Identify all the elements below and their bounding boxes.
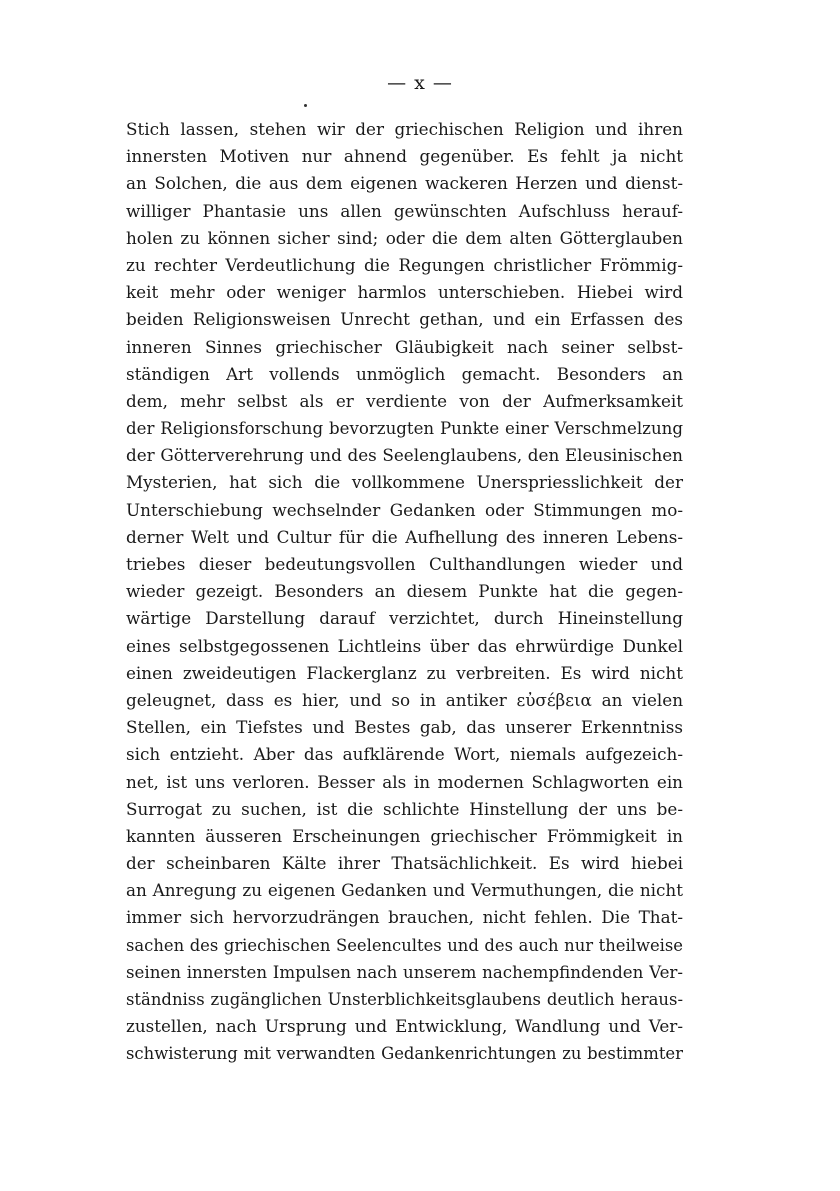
text-line: geleugnet, dass es hier, und so in antiker εὐσέβεια an vielen	[126, 689, 683, 710]
body-text	[126, 116, 683, 1068]
text-line: immer sich hervorzudrängen brauchen, nicht fehlen. Die That-	[126, 907, 683, 928]
print-speck	[304, 104, 307, 107]
text-line: Stich lassen, stehen wir der griechischen Religion und ihren	[126, 119, 683, 139]
text-line: kannten äusseren Erscheinungen griechischer Frömmigkeit in	[126, 825, 683, 846]
text-line: net, ist uns verloren. Besser als in modernen Schlagworten ein	[126, 771, 683, 792]
text-line: seinen innersten Impulsen nach unserem nachempfindenden Ver-	[126, 962, 683, 982]
text-line: der scheinbaren Kälte ihrer Thatsächlichkeit. Es wird hiebei	[126, 853, 683, 874]
text-line: ständigen Art vollends unmöglich gemacht. Besonders an	[126, 363, 683, 384]
text-line: triebes dieser bedeutungsvollen Culthandlungen wieder und	[126, 554, 683, 574]
text-line: wieder gezeigt. Besonders an diesem Punkte hat die gegen-	[126, 581, 683, 602]
text-line: an Anregung zu eigenen Gedanken und Vermuthungen, die nicht	[126, 880, 683, 901]
page-number: — x —	[387, 72, 453, 94]
text-line: schwisterung mit verwandten Gedankenrichtungen zu bestimmter	[126, 1044, 683, 1064]
text-line: Surrogat zu suchen, ist die schlichte Hinstellung der uns be-	[126, 798, 683, 819]
text-line: williger Phantasie uns allen gewünschten Aufschluss herauf-	[126, 200, 683, 221]
text-line: der Götterverehrung und des Seelenglaubens, den Eleusinischen	[126, 445, 683, 466]
text-line: ständniss zugänglichen Unsterblichkeitsglaubens deutlich heraus-	[126, 990, 683, 1009]
text-line: Stellen, ein Tiefstes und Bestes gab, das unserer Erkenntniss	[126, 717, 683, 738]
text-line: innersten Motiven nur ahnend gegenüber. Es fehlt ja nicht	[126, 146, 683, 167]
text-line: an Solchen, die aus dem eigenen wackeren Herzen und dienst-	[126, 173, 683, 194]
text-line: sich entzieht. Aber das aufklärende Wort, niemals aufgezeich-	[126, 744, 683, 765]
text-line: wärtige Darstellung darauf verzichtet, durch Hineinstellung	[126, 608, 683, 629]
text-line: holen zu können sicher sind; oder die dem alten Götterglauben	[126, 227, 683, 248]
text-line: der Religionsforschung bevorzugten Punkte einer Verschmelzung	[126, 419, 683, 439]
text-line: Mysterien, hat sich die vollkommene Unerspriesslichkeit der	[126, 472, 683, 493]
text-line: zu rechter Verdeutlichung die Regungen christlicher Frömmig-	[126, 254, 683, 275]
text-line: keit mehr oder weniger harmlos unterschieben. Hiebei wird	[126, 282, 683, 303]
text-line: eines selbstgegossenen Lichtleins über das ehrwürdige Dunkel	[126, 635, 683, 656]
text-line: sachen des griechischen Seelencultes und des auch nur theilweise	[126, 935, 683, 955]
text-line: beiden Religionsweisen Unrecht gethan, und ein Erfassen des	[126, 309, 683, 330]
text-line: einen zweideutigen Flackerglanz zu verbreiten. Es wird nicht	[126, 662, 683, 683]
text-line: Unterschiebung wechselnder Gedanken oder Stimmungen mo-	[126, 499, 683, 520]
text-line: inneren Sinnes griechischer Gläubigkeit nach seiner selbst-	[126, 336, 683, 357]
text-line: dem, mehr selbst als er verdiente von der Aufmerksamkeit	[126, 390, 683, 411]
text-line: zustellen, nach Ursprung und Entwicklung, Wandlung und Ver-	[126, 1016, 683, 1037]
text-line: derner Welt und Cultur für die Aufhellung des inneren Lebens-	[126, 526, 683, 547]
